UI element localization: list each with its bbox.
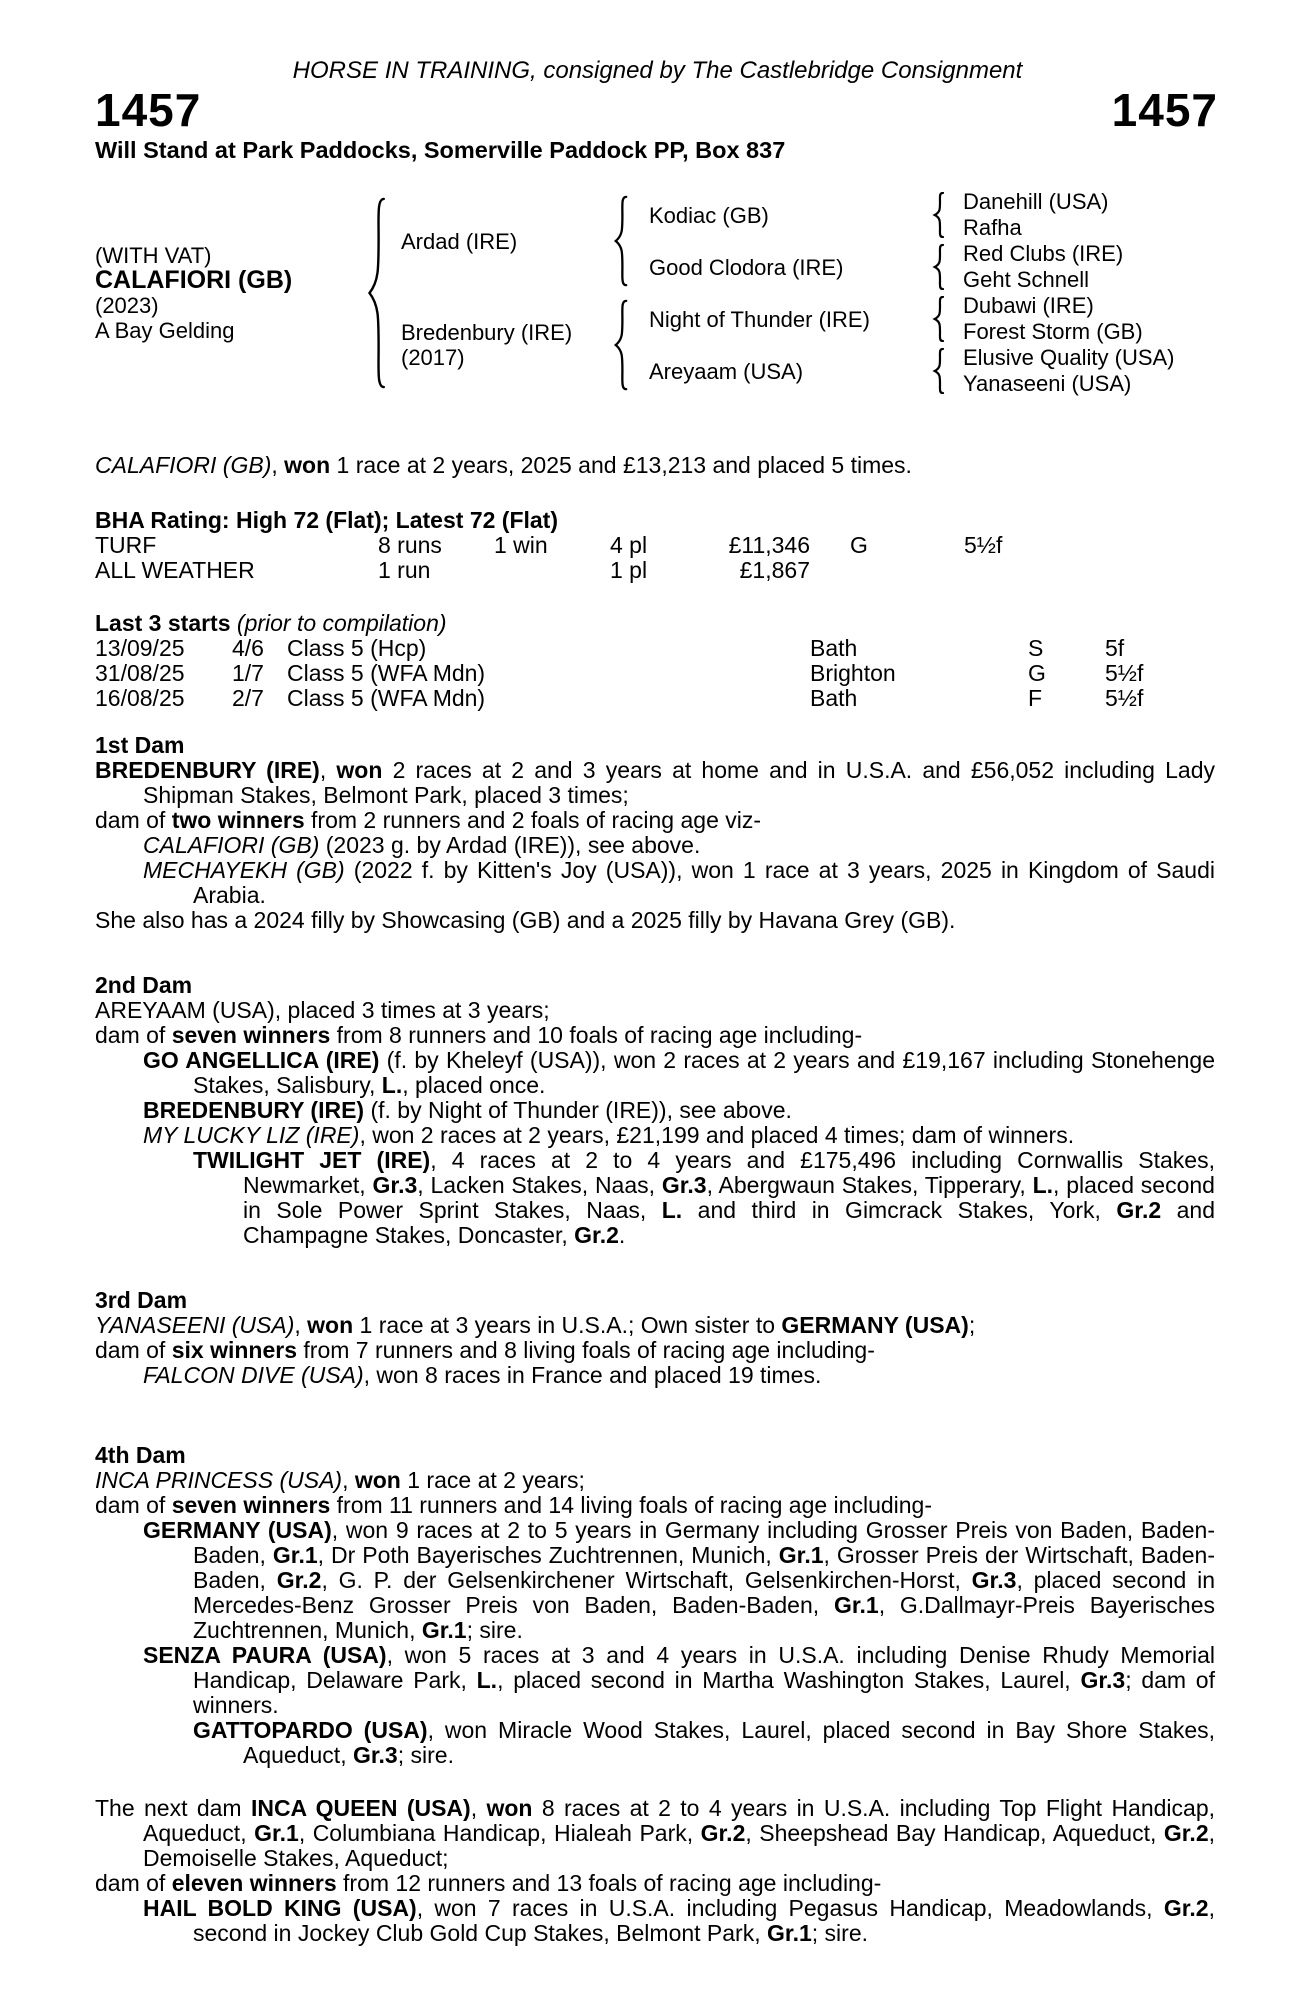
pedigree-paragraph: BREDENBURY (IRE) (f. by Night of Thunder (IRE)), see above. (143, 1097, 792, 1123)
pedigree-paragraph: dam of eleven winners from 12 runners and 13 foals of racing age including- (95, 1870, 882, 1896)
pedigree-paragraph: MY LUCKY LIZ (IRE), won 2 races at 2 years, £21,199 and placed 4 times; dam of winners. (143, 1122, 1075, 1148)
pedigree-paragraph: AREYAAM (USA), placed 3 times at 3 years; (95, 997, 550, 1023)
section-heading: 2nd Dam (95, 972, 193, 998)
pedigree-paragraph: GERMANY (USA), won 9 races at 2 to 5 years in Germany including Grosser Preis von Baden, Baden-Baden, Gr.1, Dr Poth Bayerisches Zuchtrennen, Munich, Gr.1, Grosser Preis der Wirtschaft, Baden-Baden, Gr.2, G. P. der Gelsenkirchener Wirtschaft, Gelsenkirchen-Horst, Gr.3, placed second in Mercedes-Benz Grosser Preis von Baden, Baden-Baden, Gr.1, G.Dallmayr-Preis Bayerisches Zuchtrennen, Munich, Gr.1; sire. (143, 1517, 1215, 1643)
last-starts-table (0, 636, 1315, 711)
wins-value: 1 win (494, 532, 548, 558)
surface-record-table (0, 533, 1315, 583)
great-grandparent-name: Rafha (963, 215, 1022, 240)
brace-icon (931, 296, 946, 342)
horse-description: A Bay Gelding (95, 318, 235, 343)
last-starts-title: Last 3 starts (95, 610, 231, 636)
consignment-header: HORSE IN TRAINING, consigned by The Castlebridge Consignment (292, 57, 1023, 84)
race-class: Class 5 (WFA Mdn) (287, 660, 486, 686)
pedigree-paragraph: YANASEENI (USA), won 1 race at 3 years in U.S.A.; Own sister to GERMANY (USA); (95, 1312, 976, 1338)
great-grandparent-name: Elusive Quality (USA) (963, 345, 1175, 370)
runs-value: 8 runs (378, 532, 442, 558)
places-value: 1 pl (610, 557, 648, 583)
race-date: 16/08/25 (95, 685, 185, 711)
table-row (95, 636, 1315, 661)
pedigree-subject (95, 189, 363, 397)
pedigree-great-grandparents (953, 189, 1175, 397)
race-distance: 5f (1105, 635, 1125, 661)
earnings-value: £11,346 (728, 532, 810, 558)
race-going: F (1028, 685, 1043, 711)
last-starts-note: (prior to compilation) (236, 610, 447, 636)
vat-note: (WITH VAT) (95, 243, 212, 268)
pedigree-paragraph: INCA PRINCESS (USA), won 1 race at 2 years; (95, 1467, 585, 1493)
pedigree-paragraph: GO ANGELLICA (IRE) (f. by Kheleyf (USA)), won 2 races at 2 years and £19,167 including Stonehenge Stakes, Salisbury, L., placed once. (143, 1047, 1216, 1098)
pedigree-paragraph: dam of six winners from 7 runners and 8 living foals of racing age including- (95, 1337, 875, 1363)
pedigree-paragraph: CALAFIORI (GB) (2023 g. by Ardad (IRE)), see above. (143, 832, 701, 858)
section-heading: 3rd Dam (95, 1287, 188, 1313)
section-first-dam (95, 733, 1215, 933)
finish-position: 2/7 (232, 685, 264, 711)
grandparent-name: Good Clodora (IRE) (649, 254, 844, 280)
horse-name: CALAFIORI (GB) (95, 266, 293, 294)
pedigree-brace-large (363, 189, 393, 397)
race-distance: 5½f (1105, 660, 1144, 686)
pedigree-paragraph: GATTOPARDO (USA), won Miracle Wood Stakes, Laurel, placed second in Bay Shore Stakes, Aqueduct, Gr.3; sire. (193, 1717, 1215, 1768)
race-venue: Bath (810, 635, 858, 661)
grandparent-name: Areyaam (USA) (649, 358, 804, 384)
table-row (95, 686, 1315, 711)
race-record-summary: CALAFIORI (GB), won 1 race at 2 years, 2025 and £13,213 and placed 5 times. (95, 452, 912, 478)
surface-label: ALL WEATHER (95, 557, 255, 583)
pedigree-paragraph: dam of two winners from 2 runners and 2 foals of racing age viz- (95, 807, 762, 833)
race-date: 13/09/25 (95, 635, 185, 661)
great-grandparent-name: Danehill (USA) (963, 189, 1109, 214)
pedigree-braces-mid (611, 189, 637, 397)
dam-year: (2017) (401, 345, 465, 370)
grandparent-name: Night of Thunder (IRE) (649, 306, 870, 332)
dam-cell (401, 293, 611, 397)
finish-position: 1/7 (232, 660, 264, 686)
great-grandparent-name: Yanaseeni (USA) (963, 371, 1132, 396)
pedigree-grandparents (637, 189, 931, 397)
section-next-dam (95, 1796, 1215, 1946)
race-class: Class 5 (Hcp) (287, 635, 427, 661)
pedigree-chart (95, 189, 1220, 397)
race-venue: Brighton (810, 660, 896, 686)
places-value: 4 pl (610, 532, 648, 558)
race-date: 31/08/25 (95, 660, 185, 686)
section-heading: 4th Dam (95, 1442, 186, 1468)
sire-cell (401, 189, 611, 293)
runs-value: 1 run (378, 557, 431, 583)
table-row (95, 558, 1315, 583)
race-going: G (1028, 660, 1046, 686)
brace-icon (931, 244, 946, 290)
section-second-dam (95, 973, 1215, 1248)
pedigree-parents (393, 189, 611, 397)
bha-rating-heading: BHA Rating: High 72 (Flat); Latest 72 (Flat) (95, 507, 558, 533)
lot-number-left: 1457 (95, 84, 202, 136)
great-grandparent-name: Dubawi (IRE) (963, 293, 1094, 318)
pedigree-paragraph: TWILIGHT JET (IRE), 4 races at 2 to 4 years and £175,496 including Cornwallis Stakes, Newmarket, Gr.3, Lacken Stakes, Naas, Gr.3, Abergwaun Stakes, Tipperary, L., placed second in Sole Power Sprint Stakes, Naas, L. and third in Gimcrack Stakes, York, Gr.2 and Champagne Stakes, Doncaster, Gr.2. (193, 1147, 1216, 1248)
pedigree-paragraph: HAIL BOLD KING (USA), won 7 races in U.S.A. including Pegasus Handicap, Meadowlands, Gr.2, second in Jockey Club Gold Cup Stakes, Belmont Park, Gr.1; sire. (143, 1895, 1215, 1946)
lot-number-row (0, 86, 1315, 134)
race-class: Class 5 (WFA Mdn) (287, 685, 486, 711)
race-venue: Bath (810, 685, 858, 711)
dam-name: Bredenbury (IRE) (401, 320, 573, 345)
stand-location: Will Stand at Park Paddocks, Somerville Paddock PP, Box 837 (95, 137, 786, 163)
pedigree-paragraph: dam of seven winners from 8 runners and 10 foals of racing age including- (95, 1022, 863, 1048)
race-going: S (1028, 635, 1044, 661)
table-row (95, 533, 1315, 558)
grandparent-name: Kodiac (GB) (649, 202, 769, 228)
pedigree-paragraph: She also has a 2024 filly by Showcasing (GB) and a 2025 filly by Havana Grey (GB). (95, 907, 956, 933)
brace-icon (931, 192, 946, 238)
great-grandparent-name: Red Clubs (IRE) (963, 241, 1124, 266)
pedigree-paragraph: MECHAYEKH (GB) (2022 f. by Kitten's Joy (USA)), won 1 race at 3 years, 2025 in Kingdom of Saudi Arabia. (143, 857, 1215, 908)
great-grandparent-name: Geht Schnell (963, 267, 1089, 292)
pedigree-paragraph: FALCON DIVE (USA), won 8 races in France and placed 19 times. (143, 1362, 822, 1388)
brace-icon (611, 195, 630, 287)
pedigree-paragraph: The next dam INCA QUEEN (USA), won 8 races at 2 to 4 years in U.S.A. including Top Flight Handicap, Aqueduct, Gr.1, Columbiana Handicap, Hialeah Park, Gr.2, Sheepshead Bay Handicap, Aqueduct, Gr.2, Demoiselle Stakes, Aqueduct; (95, 1795, 1216, 1871)
section-fourth-dam (95, 1443, 1215, 1768)
last-starts-heading (0, 611, 1315, 636)
brace-icon (611, 299, 630, 391)
race-distance: 5½f (1105, 685, 1144, 711)
earnings-value: £1,867 (739, 557, 810, 583)
brace-icon (363, 195, 389, 391)
finish-position: 4/6 (232, 635, 264, 661)
table-row (95, 661, 1315, 686)
going-value: G (850, 532, 868, 558)
distance-value: 5½f (964, 532, 1003, 558)
pedigree-paragraph: dam of seven winners from 11 runners and 14 living foals of racing age including- (95, 1492, 933, 1518)
surface-label: TURF (95, 532, 157, 558)
pedigree-braces-small (931, 189, 953, 397)
lot-number-right: 1457 (1111, 84, 1218, 136)
section-third-dam (95, 1288, 1215, 1388)
foaling-year: (2023) (95, 293, 159, 318)
brace-icon (931, 348, 946, 394)
sire-name: Ardad (IRE) (401, 228, 518, 254)
pedigree-paragraph: SENZA PAURA (USA), won 5 races at 3 and 4 years in U.S.A. including Denise Rhudy Memorial Handicap, Delaware Park, L., placed second in Martha Washington Stakes, Laurel, Gr.3; dam of winners. (143, 1642, 1215, 1718)
pedigree-paragraph: BREDENBURY (IRE), won 2 races at 2 and 3 years at home and in U.S.A. and £56,052 including Lady Shipman Stakes, Belmont Park, placed 3 times; (95, 757, 1215, 808)
section-heading: 1st Dam (95, 732, 185, 758)
great-grandparent-name: Forest Storm (GB) (963, 319, 1143, 344)
